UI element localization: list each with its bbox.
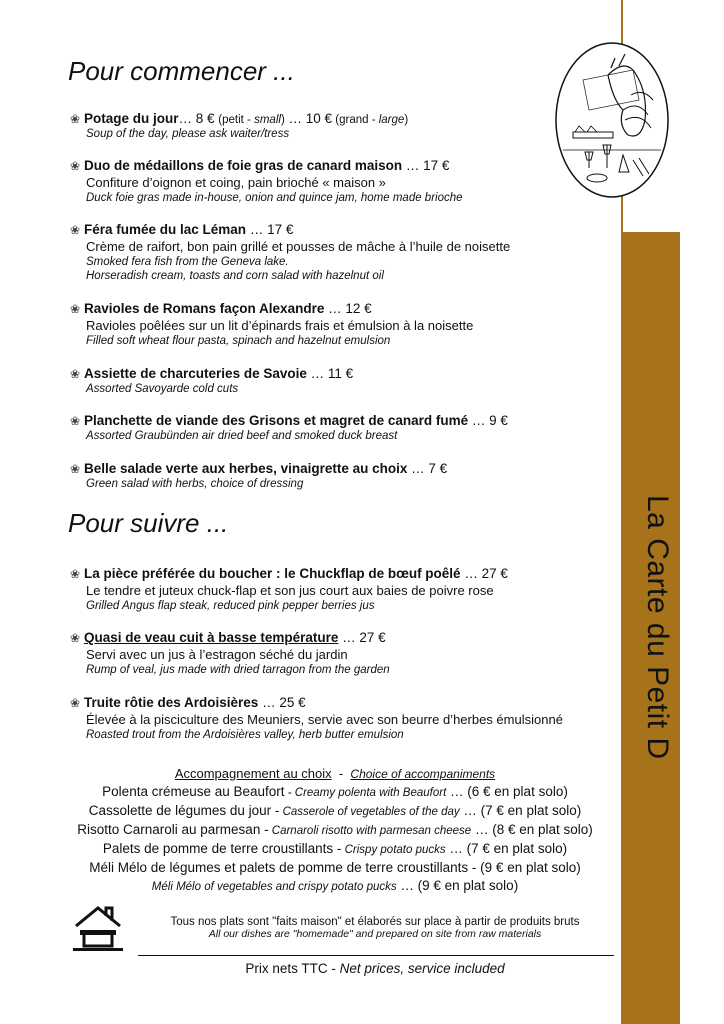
flower-bullet-icon: ❀ <box>70 567 81 581</box>
item-price: … 7 € <box>407 461 448 476</box>
item-price: … 11 € <box>306 366 354 381</box>
item-description: Crème de raifort, bon pain grillé et pousses de mâche à l’huile de noisette <box>86 239 511 254</box>
size-label-en: large <box>378 114 405 126</box>
acc-fr: Méli Mélo de légumes et palets de pomme de terre croustillants - (9 € en plat solo) <box>89 860 581 875</box>
item-description: Servi avec un jus à l’estragon séché du jardin <box>86 647 348 662</box>
item-translation: Soup of the day, please ask waiter/tress <box>86 128 290 140</box>
size-label-end: ) <box>404 114 409 126</box>
footer-divider <box>138 955 614 956</box>
acc-en: - Creamy polenta with Beaufort <box>284 787 447 799</box>
item-translation: Filled soft wheat flour pasta, spinach and hazelnut emulsion <box>86 335 391 347</box>
homemade-house-icon <box>70 902 126 952</box>
acc-fr: Palets de pomme de terre croustillants - <box>102 841 342 856</box>
acc-en: Méli Mélo of vegetables and crispy potato pucks <box>151 881 397 893</box>
item-translation: Smoked fera fish from the Geneva lake. <box>86 256 289 268</box>
item-price: … 25 € <box>258 695 306 710</box>
item-description: Élevée à la pisciculture des Meuniers, servie avec son beurre d’herbes émulsionné <box>86 712 563 727</box>
item-name: Assiette de charcuteries de Savoie <box>84 366 307 381</box>
menu-item <box>70 366 615 395</box>
item-description: Ravioles poêlées sur un lit d’épinards frais et émulsion à la noisette <box>86 318 474 333</box>
homemade-notice <box>135 916 615 940</box>
item-price: … 27 € <box>338 630 386 645</box>
accompaniment-line <box>50 840 620 859</box>
acc-fr: Risotto Carnaroli au parmesan - <box>77 822 269 837</box>
price-notice-fr: Prix nets TTC - <box>245 961 340 976</box>
acc-price: … (7 € en plat solo) <box>445 841 568 856</box>
menu-item <box>70 158 615 204</box>
flower-bullet-icon: ❀ <box>70 367 81 381</box>
menu-item <box>70 111 615 140</box>
menu-title-vertical: La Carte du Petit D <box>641 495 674 760</box>
item-translation: Grilled Angus flap steak, reduced pink pepper berries jus <box>86 600 375 612</box>
item-name: Féra fumée du lac Léman <box>84 222 247 237</box>
item-translation: Roasted trout from the Ardoisières valley, herb butter emulsion <box>86 729 404 741</box>
item-translation: Assorted Savoyarde cold cuts <box>86 383 239 395</box>
accompaniment-line <box>50 877 620 896</box>
item-name: Quasi de veau cuit à basse température <box>84 630 339 645</box>
acc-price: … (6 € en plat solo) <box>446 784 568 799</box>
flower-bullet-icon: ❀ <box>70 159 81 173</box>
accompaniments-block <box>50 766 620 896</box>
homemade-notice-en: All our dishes are "homemade" and prepared on site from raw materials <box>208 928 542 940</box>
acc-en: Carnaroli risotto with parmesan cheese <box>268 825 472 837</box>
item-name: Truite rôtie des Ardoisières <box>84 695 259 710</box>
flower-bullet-icon: ❀ <box>70 462 81 476</box>
separator: - <box>331 766 351 781</box>
accompaniment-line <box>50 821 620 840</box>
item-translation-2: Horseradish cream, toasts and corn salad with hazelnut oil <box>86 270 384 282</box>
item-description: Confiture d’oignon et coing, pain brioché « maison » <box>86 175 386 190</box>
item-price: … 12 € <box>324 301 372 316</box>
acc-fr: Cassolette de légumes du jour - <box>88 803 280 818</box>
item-translation: Green salad with herbs, choice of dressing <box>86 478 304 490</box>
acc-price: … (9 € en plat solo) <box>396 878 519 893</box>
menu-item <box>70 695 615 741</box>
size-label: (grand - <box>332 114 379 126</box>
item-translation: Duck foie gras made in-house, onion and quince jam, home made brioche <box>86 192 463 204</box>
item-price: … 9 € <box>468 413 508 428</box>
size-label-end: ) <box>280 114 285 126</box>
menu-item <box>70 461 615 490</box>
item-price-large: … 10 € <box>284 111 333 126</box>
item-name: La pièce préférée du boucher : le Chuckflap de bœuf poêlé <box>84 566 461 581</box>
flower-bullet-icon: ❀ <box>70 302 81 316</box>
item-price: … 27 € <box>460 566 508 581</box>
menu-item <box>70 413 615 442</box>
accompaniments-title-en: Choice of accompaniments <box>350 767 496 781</box>
menu-item <box>70 566 615 612</box>
section-title-mains: Pour suivre ... <box>68 508 229 538</box>
accompaniment-line <box>50 783 620 802</box>
size-label: (petit - <box>218 114 255 126</box>
item-translation: Rump of veal, jus made with dried tarragon from the garden <box>86 664 390 676</box>
section-title-starters: Pour commencer ... <box>68 56 295 86</box>
acc-fr: Polenta crémeuse au Beaufort <box>102 784 285 799</box>
item-translation: Assorted Graubünden air dried beef and smoked duck breast <box>86 430 398 442</box>
item-price: … 8 € <box>178 111 215 126</box>
price-notice <box>135 961 615 976</box>
item-name: Ravioles de Romans façon Alexandre <box>84 301 325 316</box>
menu-item <box>70 222 615 282</box>
homemade-notice-fr: Tous nos plats sont "faits maison" et élaborés sur place à partir de produits bruts <box>170 916 580 928</box>
menu-item <box>70 630 615 676</box>
acc-price: … (7 € en plat solo) <box>459 803 582 818</box>
accompaniments-title: Accompagnement au choix <box>174 766 332 781</box>
item-name: Planchette de viande des Grisons et magret de canard fumé <box>84 413 469 428</box>
size-label-en: small <box>254 114 281 126</box>
item-name: Belle salade verte aux herbes, vinaigrette au choix <box>84 461 408 476</box>
accompaniment-line <box>50 802 620 821</box>
acc-en: Crispy potato pucks <box>341 844 446 856</box>
acc-en: Casserole of vegetables of the day <box>279 806 460 818</box>
flower-bullet-icon: ❀ <box>70 414 81 428</box>
acc-price: … (8 € en plat solo) <box>471 822 593 837</box>
accompaniment-line <box>50 859 620 877</box>
accompaniments-header <box>50 766 620 781</box>
flower-bullet-icon: ❀ <box>70 223 81 237</box>
flower-bullet-icon: ❀ <box>70 112 81 126</box>
item-price: … 17 € <box>402 158 450 173</box>
item-price: … 17 € <box>246 222 294 237</box>
item-name: Potage du jour <box>84 111 179 126</box>
price-notice-en: Net prices, service included <box>339 961 505 976</box>
item-name: Duo de médaillons de foie gras de canard maison <box>84 158 403 173</box>
flower-bullet-icon: ❀ <box>70 631 81 645</box>
item-description: Le tendre et juteux chuck-flap et son jus court aux baies de poivre rose <box>86 583 494 598</box>
flower-bullet-icon: ❀ <box>70 696 81 710</box>
menu-item <box>70 301 615 347</box>
